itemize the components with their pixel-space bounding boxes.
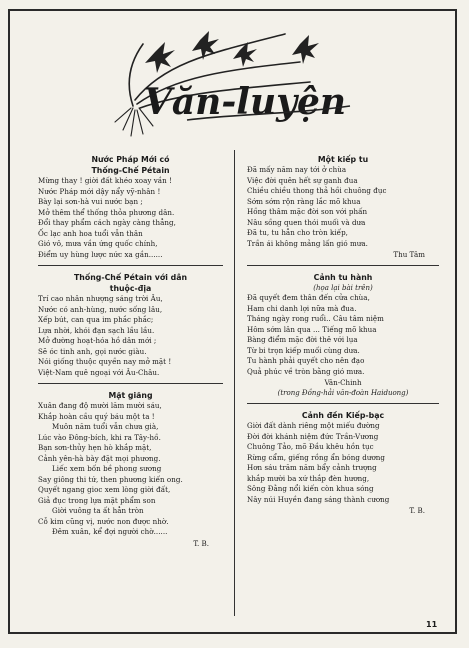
poem-line: Ham chi danh lợi nữa mà đua. — [247, 303, 357, 313]
poem-line: Sẽ óc tinh anh, gọi nước giàu. — [38, 346, 147, 356]
poem-line: Tháng ngày rong ruổi.. Câu tâm niệm — [247, 314, 384, 323]
poem-line: Rừng cẩm, giếng rồng ẩn bóng dương — [247, 452, 386, 462]
poem-line: Trần ái không mảng lấn gió mưa. — [247, 238, 368, 248]
poem-thong-che-pétain — [38, 272, 223, 378]
poem-title: Nước Pháp Mới có Thống-Chế Pétain — [91, 155, 170, 175]
poem-line: Quyết ngang gioc xem lòng giời đất, — [38, 485, 171, 494]
poem-line: khắp mười ba xứ thắp đèn hương, — [247, 473, 370, 483]
poem-lines — [247, 293, 439, 377]
poem-canh-den-kiep-bac — [247, 410, 439, 516]
poem-signature: T. B. — [409, 506, 425, 515]
poem-lines — [38, 401, 223, 538]
poem-line: Đã quyết đem thân đến cửa chùa, — [247, 293, 370, 302]
poem-line: Nây núi Huyền đang sáng thành cương — [247, 494, 390, 504]
poem-subtitle: (họa lại bài trên) — [313, 284, 373, 292]
poem-line: Nói giống thuộc quyền nay mở mặt ! — [38, 357, 172, 366]
poem-line: Liếc xem bốn bề phong sương — [52, 464, 162, 473]
poem-line: Sông Đằng nổi kiến còn khua sóng — [247, 484, 374, 493]
poem-line: Hồng thâm mặc đời son với phấn — [247, 207, 368, 216]
poem-line: Chuông Tảo, mõ Đầu khêu hồn tục — [247, 442, 374, 451]
poem-title: Mặt giăng — [108, 391, 153, 400]
poem-line: Từ bi trọn kiếp muối cùng dưa. — [247, 345, 360, 355]
poem-lines — [247, 421, 439, 505]
poem-title: Một kiếp tu — [317, 155, 369, 164]
poem-separator — [38, 383, 223, 384]
right-column — [247, 154, 439, 516]
poem-line: Giời đất dành riêng một miếu đường — [247, 421, 380, 430]
poem-line: Hơn sáu trăm năm bẩy cảnh trượng — [247, 463, 377, 472]
poem-line: Lúc vào Đông-bích, khi ra Tây-hồ. — [38, 432, 161, 442]
poem-line: Hôm sớm lân qua ... Tiếng mõ khua — [247, 324, 377, 334]
poem-nuoc-phap — [38, 154, 223, 260]
poem-signature: Vân-Chinh — [324, 378, 362, 387]
poem-line: Đã mấy năm nay tới ở chùa — [247, 165, 347, 174]
poem-line: Ốc lạc anh hoa tuổi vẫn thân — [38, 228, 143, 238]
poem-line: Việt-Nam quê ngoại với Âu-Châu. — [38, 367, 160, 377]
poem-line: Giời vuông ta ất hẳn tròn — [52, 506, 144, 515]
section-title: Văn-luyện — [143, 81, 347, 123]
poem-line: Say giông thi tứ, then phương kiến ong. — [38, 474, 183, 484]
poem-line: Đời đời khánh niệm đức Trần-Vương — [247, 431, 379, 441]
poem-line: Gió vô, mưa vần ứng quốc chính, — [38, 239, 158, 248]
poem-line: Khắp hoàn cầu quý báu một ta ! — [38, 411, 155, 421]
poem-title: Thống-Chế Pétain với dân thuộc-địa — [73, 273, 188, 293]
poem-line: Xuân đang độ mười lăm mười sáu, — [38, 401, 162, 410]
poem-line: Nước Pháp mới dậy nẩy vỹ-nhân ! — [38, 186, 161, 196]
poem-line: Trí cao nhân nhượng sáng trời Âu, — [38, 294, 163, 303]
orchid-title-illustration — [95, 22, 395, 152]
poem-separator — [247, 403, 439, 404]
poem-line: Nâu sồng quen thói muối và dưa — [247, 217, 366, 227]
poem-line: Đổi thay phẩm cách ngày càng thẳng, — [38, 218, 176, 227]
poem-lines — [38, 176, 223, 260]
poem-separator — [38, 265, 223, 266]
poem-signature: T. B. — [193, 538, 209, 548]
column-divider — [234, 150, 235, 616]
poem-line: Bạn sơn-thủy hẹn hò khắp mặt, — [38, 443, 152, 452]
poem-line: Đêm xuân, kể đợi người chờ...... — [52, 527, 168, 536]
page-number: 11 — [426, 620, 438, 629]
poem-line: Điểm uy hùng lược nức xa gần...... — [38, 249, 163, 259]
poem-line: Cảnh yên-hà bày đặt mọi phương. — [38, 453, 161, 463]
poem-line: Bày lại sơn-hà vui nước bạn ; — [38, 197, 143, 206]
poem-line: Lựa nhời, khói đạn sạch lầu lầu. — [38, 325, 155, 335]
poem-line: Nước có anh-hùng, nước sống lâu, — [38, 304, 163, 314]
poem-lines — [247, 165, 439, 249]
poem-canh-tu-hanh — [247, 272, 439, 398]
poem-line: Việc đời quên hết sự ganh đua — [247, 175, 358, 185]
poem-line: Muôn năm tuổi vẫn chưa già, — [52, 422, 159, 431]
poem-mot-kiep-tu — [247, 154, 439, 260]
poem-line: Tu hành phải quyết cho nên đạo — [247, 356, 365, 365]
poem-line: Chiều chiều thong thả hồi chuông đục — [247, 186, 387, 195]
poem-line: Quả phúc về tròn bằng gió mưa. — [247, 366, 365, 376]
poem-mat-giang — [38, 390, 223, 549]
poem-separator — [247, 265, 439, 266]
poem-title: Cảnh tu hành — [313, 273, 373, 282]
poem-line: Mở thêm thể thống thỏa phương dân. — [38, 207, 175, 217]
poem-line: Sớm sớm rộn ràng lắc mõ khua — [247, 196, 361, 206]
poem-lines — [38, 294, 223, 378]
poem-line: Bàng điểm mặc đời thê với lụa — [247, 335, 358, 344]
poem-line: Giả đục trong lựa mặt phẩm son — [38, 495, 156, 505]
poem-title: Cảnh đền Kiếp-bạc — [301, 411, 385, 420]
poem-line: Mở đường hoạt-hóa hồ dân mới ; — [38, 336, 157, 345]
poem-affiliation: (trong Đồng-hải văn-đoàn Haiduong) — [277, 389, 409, 397]
poem-line: Xếp bút, can qua im phắc phắc; — [38, 315, 154, 324]
poem-line: Cỗ kim cũng vị, nước non được nhờ. — [38, 516, 169, 526]
poem-line: Đã tu, tu hẳn cho tròn kiếp, — [247, 228, 348, 237]
left-column — [38, 154, 223, 549]
poem-signature: Thu Tâm — [393, 250, 425, 259]
poem-line: Mừng thay ! giời đất khéo xoay vần ! — [38, 176, 172, 185]
